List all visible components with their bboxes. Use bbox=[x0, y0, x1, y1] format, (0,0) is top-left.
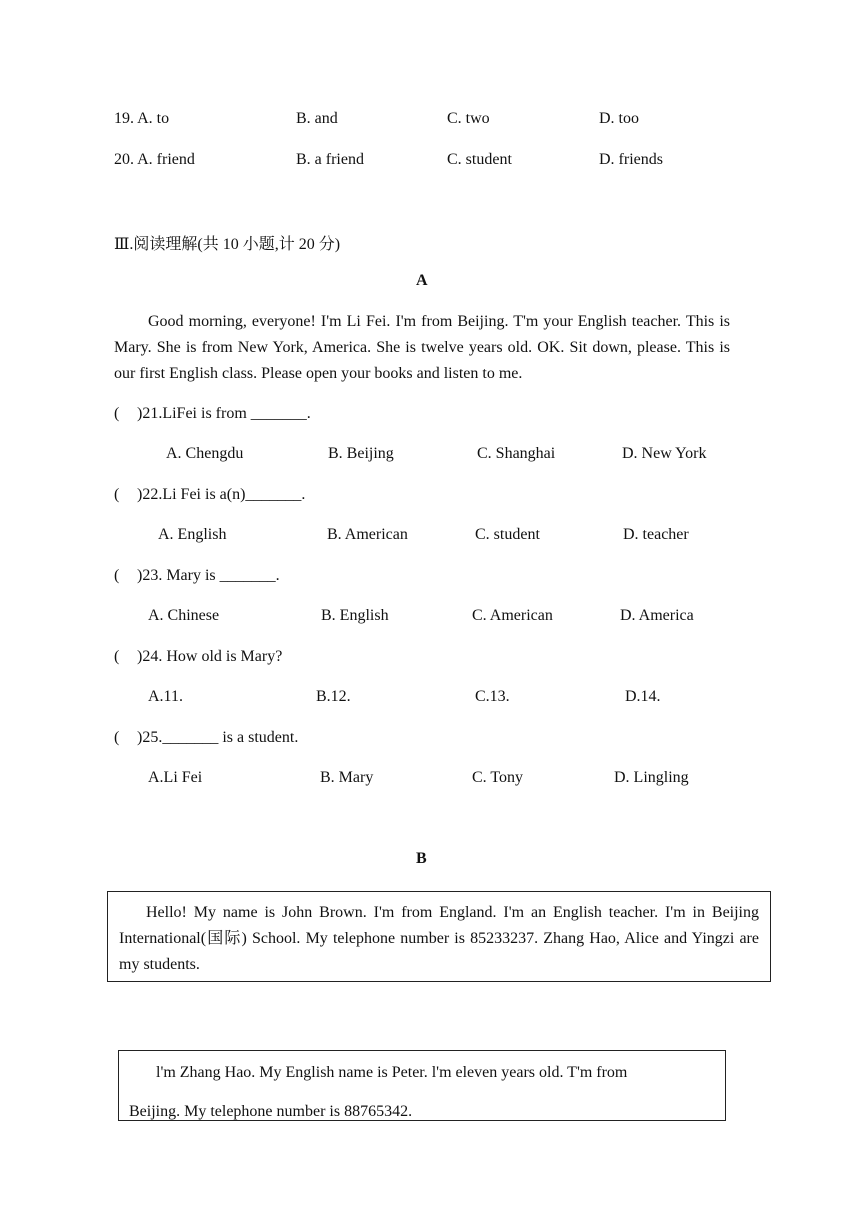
part-b-box-2-line-2: Beijing. My telephone number is 88765342. bbox=[129, 1103, 413, 1120]
q19-option-b: B. and bbox=[296, 110, 338, 127]
q24-option-d: D.14. bbox=[625, 688, 661, 705]
q24-option-c: C.13. bbox=[475, 688, 510, 705]
q25-paren: ( bbox=[114, 729, 120, 746]
part-b-box-1-text: Hello! My name is John Brown. I'm from England. I'm an English teacher. I'm in Beijing International(国际) School. My telephone number is 85233237. Zhang Hao, Alice and Yingzi are my students. bbox=[119, 904, 759, 973]
q21-option-d: D. New York bbox=[622, 445, 707, 462]
q25-option-d: D. Lingling bbox=[614, 769, 689, 786]
q20-stem: 20. A. friend bbox=[114, 151, 195, 168]
q24-option-a: A.11. bbox=[148, 688, 183, 705]
q23-option-b: B. English bbox=[321, 607, 389, 624]
q24-option-b: B.12. bbox=[316, 688, 351, 705]
q21-option-a: A. Chengdu bbox=[166, 445, 244, 462]
q22-paren: ( bbox=[114, 486, 120, 503]
q20-option-d: D. friends bbox=[599, 151, 663, 168]
part-b-box-1 bbox=[107, 891, 771, 982]
q23-paren: ( bbox=[114, 567, 120, 584]
q22-option-d: D. teacher bbox=[623, 526, 689, 543]
q22-stem: )22.Li Fei is a(n)_______. bbox=[137, 486, 306, 503]
q25-option-b: B. Mary bbox=[320, 769, 374, 786]
q21-option-c: C. Shanghai bbox=[477, 445, 556, 462]
q23-stem: )23. Mary is _______. bbox=[137, 567, 280, 584]
part-a-heading: A bbox=[416, 272, 428, 289]
q24-paren: ( bbox=[114, 648, 120, 665]
q24-stem: )24. How old is Mary? bbox=[137, 648, 283, 665]
q20-option-b: B. a friend bbox=[296, 151, 364, 168]
q22-option-b: B. American bbox=[327, 526, 408, 543]
q21-option-b: B. Beijing bbox=[328, 445, 394, 462]
q19-stem: 19. A. to bbox=[114, 110, 170, 127]
part-a-passage: Good morning, everyone! I'm Li Fei. I'm from Beijing. T'm your English teacher. This is Mary. She is from New York, America. She is twelve years old. OK. Sit down, please. This is our first English class. Please open your books and listen to me. bbox=[114, 313, 730, 382]
q20-option-c: C. student bbox=[447, 151, 512, 168]
q21-stem: )21.LiFei is from _______. bbox=[137, 405, 311, 422]
q25-option-a: A.Li Fei bbox=[148, 769, 203, 786]
q21-paren: ( bbox=[114, 405, 120, 422]
q23-option-c: C. American bbox=[472, 607, 553, 624]
part-b-box-2-line-1: l'm Zhang Hao. My English name is Peter. l'm eleven years old. T'm from bbox=[156, 1064, 628, 1081]
q19-option-c: C. two bbox=[447, 110, 490, 127]
q22-option-a: A. English bbox=[158, 526, 227, 543]
q19-option-d: D. too bbox=[599, 110, 639, 127]
section-title: Ⅲ.阅读理解(共 10 小题,计 20 分) bbox=[114, 236, 341, 253]
q22-option-c: C. student bbox=[475, 526, 540, 543]
q25-option-c: C. Tony bbox=[472, 769, 524, 786]
q25-stem: )25._______ is a student. bbox=[137, 729, 299, 746]
part-b-box-2 bbox=[118, 1050, 726, 1121]
q23-option-d: D. America bbox=[620, 607, 694, 624]
q23-option-a: A. Chinese bbox=[148, 607, 220, 624]
part-b-heading: B bbox=[416, 850, 427, 867]
